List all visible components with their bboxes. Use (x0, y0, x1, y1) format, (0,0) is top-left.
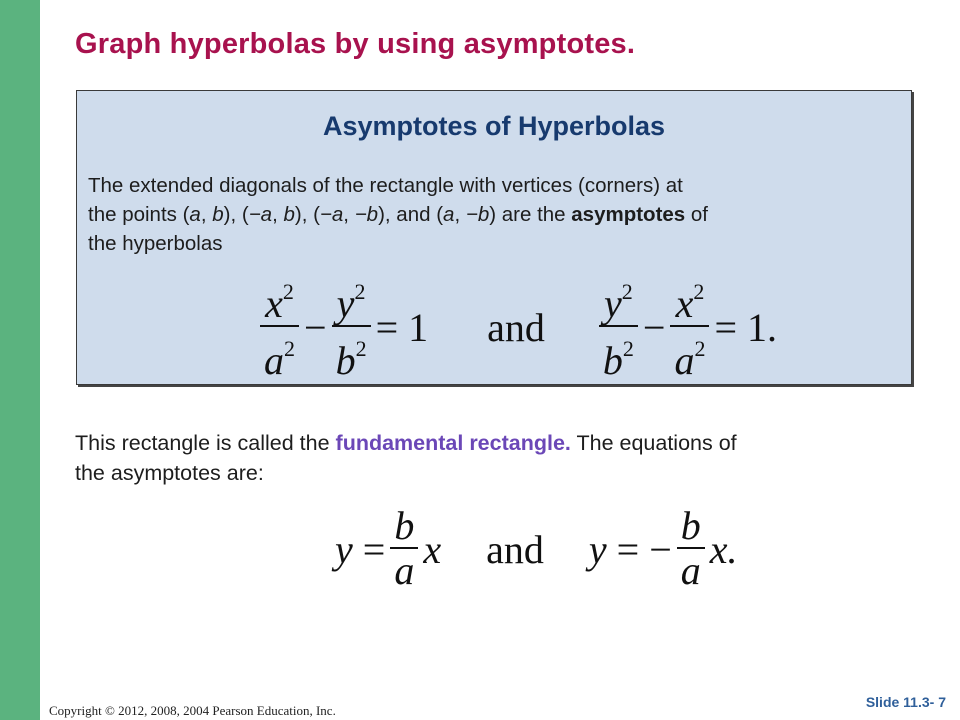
definition-line-2: the points (a, b), (−a, b), (−a, −b), and (a, −b) are the asymptotes of (88, 203, 708, 226)
fraction-y2-b2: $\frac{y^2}{b^2}$ (332, 271, 371, 383)
asymptotes-keyword: asymptotes (571, 203, 686, 226)
definition-text (88, 171, 898, 258)
asymptote-equations: y = $\frac{b}{a}$ x and y = − $\frac{b}{a}$ x. (335, 503, 738, 593)
slide-title: Graph hyperbolas by using asymptotes. (75, 28, 636, 60)
definition-heading: Asymptotes of Hyperbolas (322, 111, 666, 141)
fraction-b-a-second: $\frac{b}{a}$ (677, 505, 705, 593)
definition-line-1: The extended diagonals of the rectangle with vertices (corners) at (88, 174, 683, 197)
slide-number: Slide 11.3- 7 (865, 694, 946, 710)
fraction-x2-a2: $\frac{x^2}{a^2}$ (260, 271, 299, 383)
fraction-b-a: $\frac{b}{a}$ (390, 505, 418, 593)
and-word-2: and (486, 526, 544, 572)
fraction-x2-a2-second: $\frac{x^2}{a^2}$ (670, 271, 709, 383)
left-accent-bar (0, 0, 40, 720)
fraction-y2-b2-second: $\frac{y^2}{b^2}$ (599, 271, 638, 383)
copyright-text: Copyright © 2012, 2008, 2004 Pearson Education, Inc. (49, 703, 336, 718)
fundamental-rectangle-keyword: fundamental rectangle. (335, 431, 571, 455)
and-word: and (487, 304, 545, 350)
definition-box (76, 90, 912, 385)
hyperbola-equations: $\frac{x^2}{a^2}$ − $\frac{y^2}{b^2}$ = 1 and $\frac{y^2}{b^2}$ − $\frac{x^2}{a^2}$ = 1. (260, 271, 782, 383)
definition-line-3: the hyperbolas (88, 232, 223, 255)
fundamental-rectangle-text: This rectangle is called the fundamental rectangle. The equations of the asymptotes are: (75, 431, 737, 485)
